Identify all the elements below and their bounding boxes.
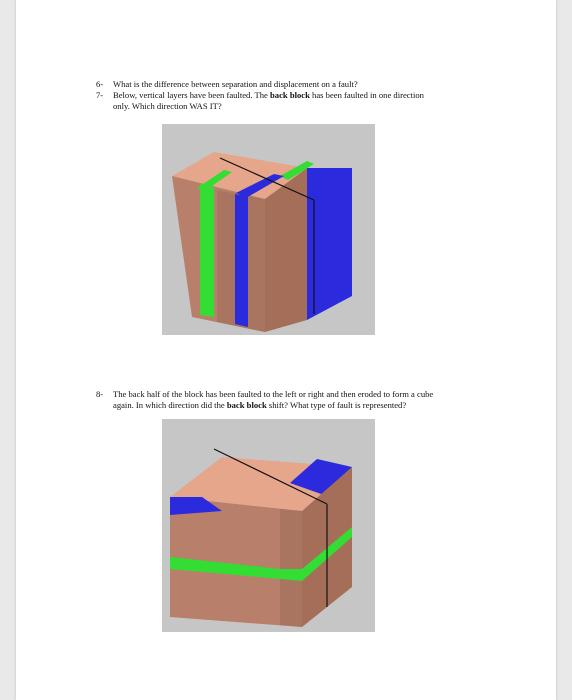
question-number: 8-: [96, 389, 104, 399]
question-text-part: Below, vertical layers have been faulted. The: [113, 90, 271, 100]
bold-term: back block: [270, 90, 310, 100]
question-text-part: The back half of the block has been faulted to the left or right and then eroded to form a cube: [113, 389, 434, 399]
vertical-layers-block-diagram: [162, 124, 375, 335]
question-text: What is the difference between separation and displacement on a fault?: [113, 79, 358, 89]
question-text-part: shift? What type of fault is represented?: [266, 400, 407, 410]
question-number: 6-: [96, 79, 104, 89]
question-7: [96, 90, 536, 114]
question-text-part: only. Which direction WAS IT?: [113, 101, 222, 111]
question-text-part: has been faulted in one direction: [309, 90, 424, 100]
question-text: [113, 90, 424, 112]
question-text-part: again. In which direction did the: [113, 400, 227, 410]
document-page: [16, 0, 556, 700]
bold-term: back block: [226, 400, 267, 410]
question-8: [96, 389, 546, 413]
eroded-faulted-block-diagram: [162, 419, 375, 632]
question-text: [113, 389, 433, 411]
question-number: 7-: [96, 90, 104, 100]
